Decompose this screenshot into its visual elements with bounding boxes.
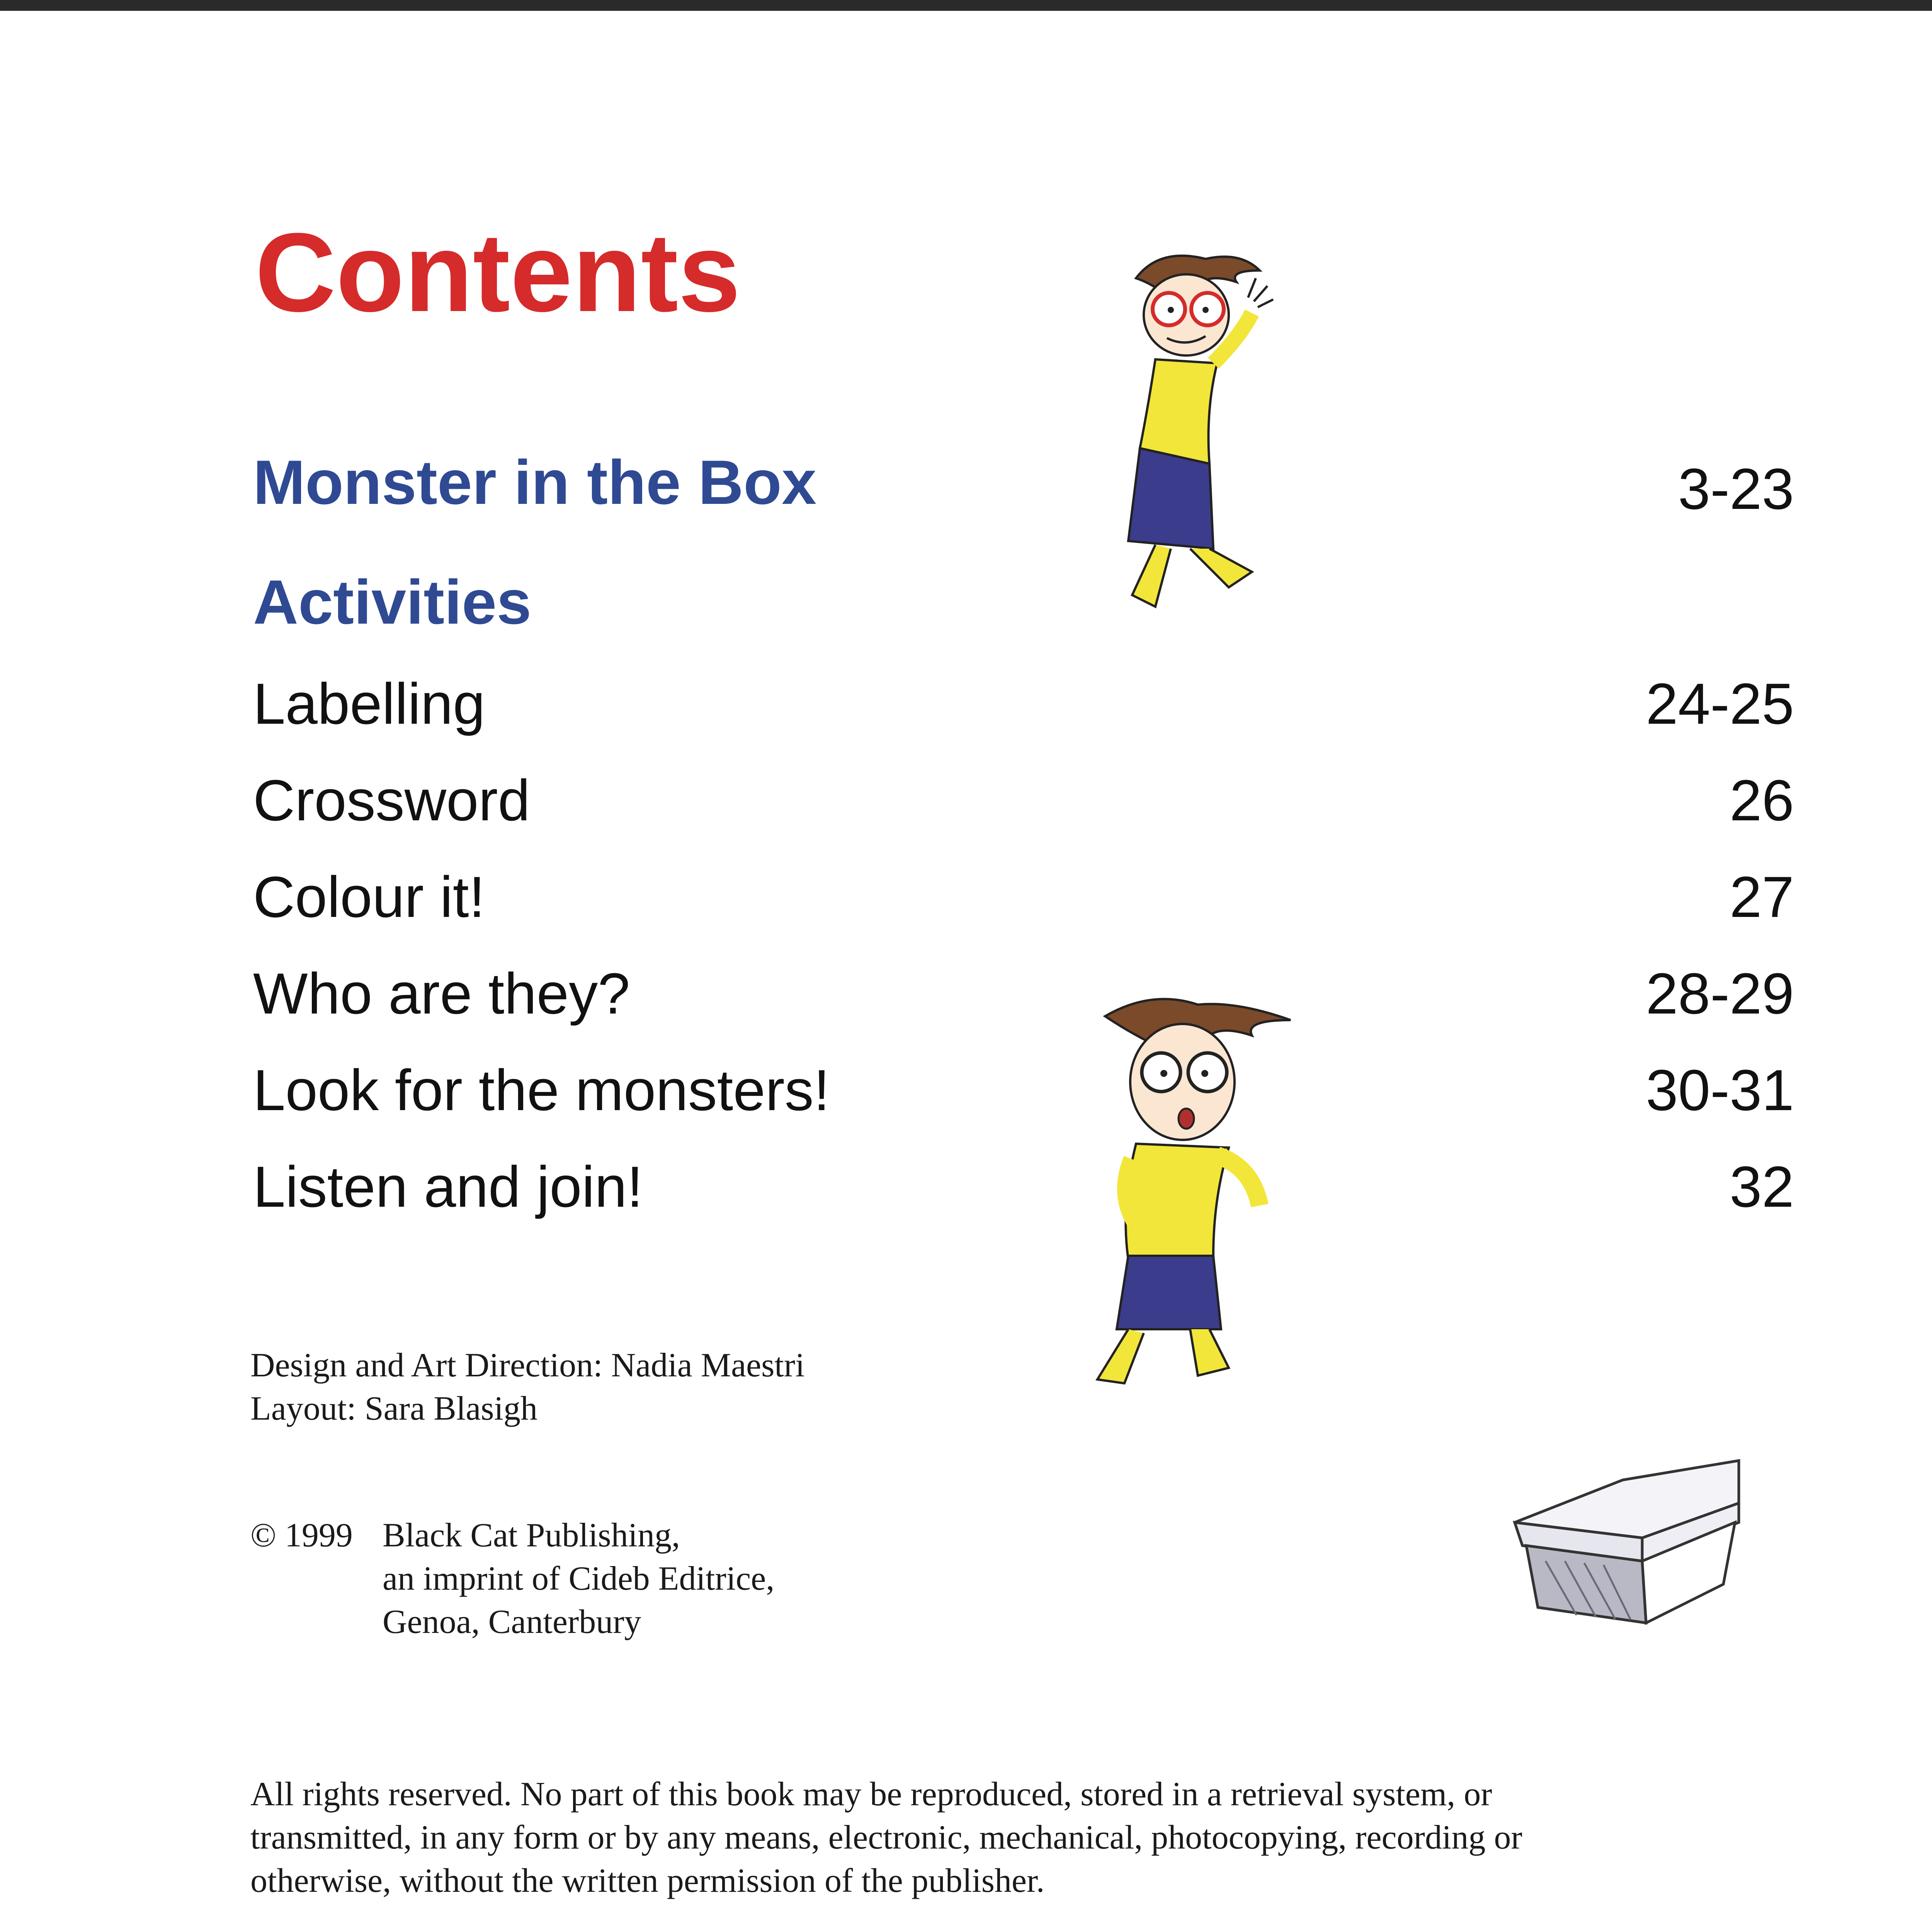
- copyright-year: © 1999: [250, 1517, 353, 1554]
- activity-label: Listen and join!: [253, 1154, 643, 1219]
- activity-label: Look for the monsters!: [253, 1058, 830, 1122]
- top-edge-bar: [0, 0, 1932, 11]
- activity-pages: 32: [1730, 1154, 1794, 1219]
- story-pages: 3-23: [1678, 456, 1794, 521]
- activities-heading: Activities: [253, 567, 532, 637]
- activity-label: Labelling: [253, 671, 485, 736]
- credit-design: Design and Art Direction: Nadia Maestri: [250, 1347, 805, 1384]
- story-title: Monster in the Box: [253, 447, 817, 517]
- page-title: Contents: [255, 210, 741, 335]
- activity-pages: 30-31: [1646, 1058, 1794, 1122]
- activity-pages: 24-25: [1646, 671, 1794, 736]
- activity-label: Who are they?: [253, 961, 630, 1026]
- activity-label: Crossword: [253, 768, 530, 833]
- activity-pages: 28-29: [1646, 961, 1794, 1026]
- boy-waving-illustration: [1113, 247, 1283, 626]
- closed-box-illustration: [1507, 1445, 1747, 1631]
- publisher-line: an imprint of Cideb Editrice,: [383, 1560, 775, 1597]
- rights-line: otherwise, without the written permission of the publisher.: [250, 1862, 1045, 1900]
- activity-pages: 27: [1730, 864, 1794, 929]
- boy-surprised-illustration: [1051, 989, 1314, 1399]
- publisher-line: Black Cat Publishing,: [383, 1517, 680, 1554]
- activity-label: Colour it!: [253, 864, 485, 929]
- rights-line: transmitted, in any form or by any means, electronic, mechanical, photocopying, recording or: [250, 1819, 1522, 1856]
- rights-line: All rights reserved. No part of this book may be reproduced, stored in a retrieval system, or: [250, 1776, 1492, 1813]
- publisher-line: Genoa, Canterbury: [383, 1603, 641, 1641]
- activity-pages: 26: [1730, 768, 1794, 833]
- credit-layout: Layout: Sara Blasigh: [250, 1390, 537, 1427]
